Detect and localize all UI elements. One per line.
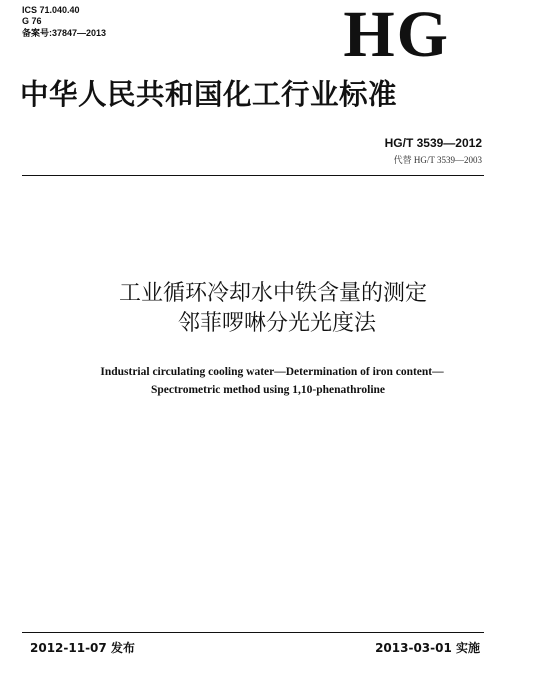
english-title-line-1: Industrial circulating cooling water—Determination of iron content— (100, 366, 444, 378)
bottom-divider (22, 632, 484, 633)
issue-date: 2012-11-07 发布 (30, 641, 135, 655)
classification-code: G 76 (22, 16, 42, 26)
chinese-title-line-1: 工业循环冷却水中铁含量的测定 (118, 281, 427, 306)
record-number: 备案号:37847—2013 (22, 28, 107, 38)
implementation-date: 2013-03-01 实施 (375, 641, 480, 655)
top-divider (22, 175, 484, 176)
standard-title: 中华人民共和国化工行业标准 (20, 78, 398, 111)
standard-number: HG/T 3539—2012 (384, 136, 482, 150)
hg-logo: HG (343, 0, 450, 71)
chinese-title-line-2: 邻菲啰啉分光光度法 (177, 311, 376, 336)
ics-code: ICS 71.040.40 (22, 5, 80, 15)
replaces-standard: 代替 HG/T 3539—2003 (393, 155, 482, 165)
english-title-line-2: Spectrometric method using 1,10-phenathroline (150, 384, 386, 396)
